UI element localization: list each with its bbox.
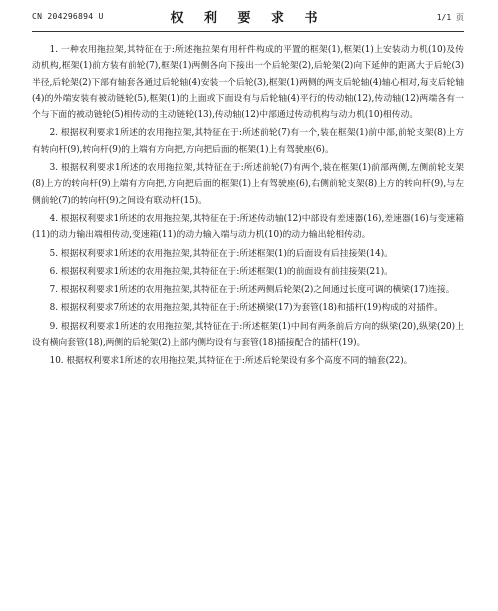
claim-6: 6. 根据权利要求1所述的农用拖拉架,其特征在于:所述框架(1)的前面设有前挂接架(21)。 [49, 266, 393, 277]
claim-8: 8. 根据权利要求7所述的农用拖拉架,其特征在于:所述横梁(17)为套管(18)和插杆(19)构成的对插件。 [49, 303, 444, 314]
claim-9: 9. 根据权利要求1所述的农用拖拉架,其特征在于:所述框架(1)中间有两条前后方向的纵梁(20),纵梁(20)上设有横向套管(18),两侧的后轮架(2)上部内侧均设有与套管(18)插接配合的插杆(19)。 [32, 321, 464, 349]
header-rule [32, 31, 464, 32]
document-title: 权 利 要 求 书 [170, 11, 326, 26]
claim-1: 1. 一种农用拖拉架,其特征在于:所述拖拉架有用杆件构成的平置的框架(1),框架(1)上安装动力机(10)及传动机构,框架(1)前方装有前轮(7),框架(1)两侧各向下接出一个后轮架(2),后轮架(2)向下延伸的距离大于后轮(3)半径,后轮架(2)下部有轴套各通过后轮轴(4)安装一个后轮(3),框架(1)两侧的两支后轮轴(4)轴心相对,每支后轮轴(4)的外端安装有被动链轮(5),框架(1)的上面或下面设有与后轮轴(4)平行的传动轴(12),传动轴(12)两端各有一个与下面的被动链轮(5)相传动的主动链轮(13),传动轴(12)中部通过传动机构与动力机(10)相传动。 [32, 45, 464, 121]
document-number: CN 204296894 U [32, 12, 104, 21]
claim-4: 4. 根据权利要求1所述的农用拖拉架,其特征在于:所述传动轴(12)中部设有差速器(16),差速器(16)与变速箱(11)的动力输出端相传动,变速箱(11)的动力输入端与动力机(10)的动力输出轮相传动。 [32, 213, 464, 241]
claim-10: 10. 根据权利要求1所述的农用拖拉架,其特征在于:所述后轮架设有多个高度不同的轴套(22)。 [49, 356, 413, 367]
page-header [32, 0, 464, 40]
claim-3: 3. 根据权利要求1所述的农用拖拉架,其特征在于:所述前轮(7)有两个,装在框架(1)前部两侧,左侧前轮支架(8)上方的转向杆(9)上端有方向把,方向把后面的框架(1)上有驾驶座(6),右侧前轮支架(8)上方的转向杆(9),与左侧前轮(7)的转向杆(9)之间设有联动杆(15)。 [32, 163, 464, 206]
claim-7: 7. 根据权利要求1所述的农用拖拉架,其特征在于:所述两侧后轮架(2)之间通过长度可调的横梁(17)连接。 [49, 285, 455, 296]
page-number: 1/1 页 [436, 13, 464, 22]
claims-list [32, 42, 464, 370]
claim-5: 5. 根据权利要求1所述的农用拖拉架,其特征在于:所述框架(1)的后面设有后挂接架(14)。 [49, 248, 393, 259]
claim-2: 2. 根据权利要求1所述的农用拖拉架,其特征在于:所述前轮(7)有一个,装在框架(1)前中部,前轮支架(8)上方有转向杆(9),转向杆(9)的上端有方向把,方向把后面的框架(1)上有驾驶座(6)。 [32, 128, 464, 155]
